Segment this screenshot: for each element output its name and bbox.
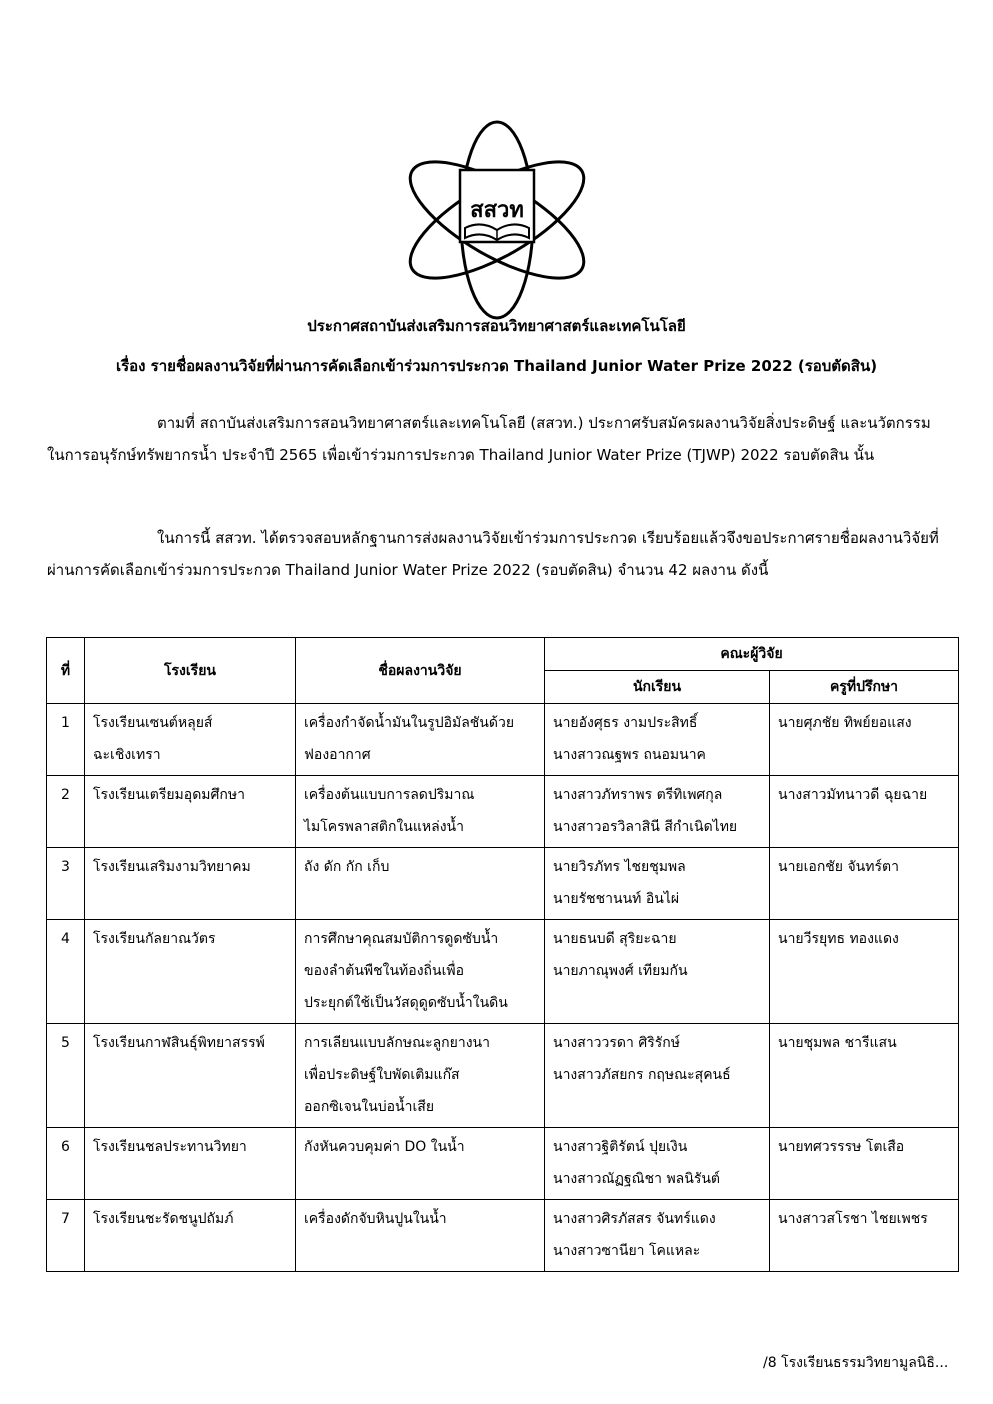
school-cell bbox=[85, 920, 296, 1024]
school-cell bbox=[85, 848, 296, 920]
advisor-cell-line: นายศุภชัย ทิพย์ยอแสง bbox=[778, 715, 912, 731]
project-title-cell-line: เพื่อประดิษฐ์ใบพัดเติมแก๊ส bbox=[304, 1067, 460, 1083]
row-number: 1 bbox=[47, 704, 85, 776]
students-cell-line: นางสาวณัฏฐณิชา พลนิรันต์ bbox=[553, 1171, 721, 1187]
advisor-cell bbox=[770, 1128, 959, 1200]
students-cell-line: นางสาวซานียา โคแหละ bbox=[553, 1243, 701, 1259]
header-research-team: คณะผู้วิจัย bbox=[545, 638, 959, 671]
advisor-cell-line: นายชุมพล ชารีแสน bbox=[778, 1035, 897, 1051]
school-cell-line: โรงเรียนชลประทานวิทยา bbox=[93, 1139, 247, 1155]
project-title-cell bbox=[296, 920, 545, 1024]
project-title-cell-line: กังหันควบคุมค่า DO ในน้ำ bbox=[304, 1139, 465, 1155]
school-cell bbox=[85, 704, 296, 776]
advisor-cell bbox=[770, 704, 959, 776]
students-cell-line: นายรัชชานนท์ อินไผ่ bbox=[553, 891, 680, 907]
header-advisor: ครูที่ปรึกษา bbox=[770, 671, 959, 704]
results-table-body bbox=[47, 704, 959, 1272]
advisor-cell bbox=[770, 848, 959, 920]
students-cell bbox=[545, 776, 770, 848]
students-cell-line: นางสาวณฐพร ถนอมนาค bbox=[553, 747, 706, 763]
statement-paragraph: ในการนี้ สสวท. ได้ตรวจสอบหลักฐานการส่งผลงานวิจัยเข้าร่วมการประกวด เรียบร้อยแล้วจึงขอประกาศรายชื่อผลงานวิจัยที่ผ่านการคัดเลือกเข้าร่วมการประกวด Thailand Junior Water Prize 2022 (รอบตัดสิน) จำนวน 42 ผลงาน ดังนี้ bbox=[47, 529, 939, 579]
students-cell-line: นางสาววรดา ศิริรักษ์ bbox=[553, 1035, 680, 1051]
project-title-cell-line: ฟองอากาศ bbox=[304, 747, 371, 763]
project-title-cell-line: ออกซิเจนในบ่อน้ำเสีย bbox=[304, 1099, 435, 1115]
school-cell bbox=[85, 1128, 296, 1200]
row-number: 4 bbox=[47, 920, 85, 1024]
school-cell-line: โรงเรียนเสริมงามวิทยาคม bbox=[93, 859, 251, 875]
students-cell bbox=[545, 920, 770, 1024]
ipst-logo bbox=[407, 120, 587, 320]
school-cell-line: โรงเรียนเซนต์หลุยส์ bbox=[93, 715, 213, 731]
school-cell-line: โรงเรียนชะรัดชนูปถัมภ์ bbox=[93, 1211, 234, 1227]
table-row bbox=[47, 1024, 959, 1128]
header-school: โรงเรียน bbox=[85, 638, 296, 704]
row-number: 2 bbox=[47, 776, 85, 848]
page-continuation: /8 โรงเรียนธรรมวิทยามูลนิธิ... bbox=[763, 1355, 949, 1371]
header-no: ที่ bbox=[47, 638, 85, 704]
project-title-cell-line: การศึกษาคุณสมบัติการดูดซับน้ำ bbox=[304, 931, 499, 947]
table-row bbox=[47, 776, 959, 848]
school-cell bbox=[85, 1024, 296, 1128]
table-row bbox=[47, 1128, 959, 1200]
project-title-cell bbox=[296, 1024, 545, 1128]
advisor-cell-line: นางสาวมัทนาวดี ฉุยฉาย bbox=[778, 787, 928, 803]
project-title-cell bbox=[296, 704, 545, 776]
advisor-cell-line: นายเอกชัย จันทร์ตา bbox=[778, 859, 899, 875]
project-title-cell-line: ถัง ดัก กัก เก็บ bbox=[304, 859, 390, 875]
row-number: 3 bbox=[47, 848, 85, 920]
project-title-cell-line: ประยุกต์ใช้เป็นวัสดุดูดซับน้ำในดิน bbox=[304, 995, 508, 1011]
students-cell-line: นายวิรภัทร ไชยชุมพล bbox=[553, 859, 686, 875]
school-cell-line: โรงเรียนกาฬสินธุ์พิทยาสรรพ์ bbox=[93, 1035, 265, 1051]
students-cell bbox=[545, 848, 770, 920]
advisor-cell bbox=[770, 920, 959, 1024]
school-cell bbox=[85, 1200, 296, 1272]
students-cell-line: นางสาวภัสยกร กฤษณะสุคนธ์ bbox=[553, 1067, 731, 1083]
advisor-cell-line: นายทศวรรรษ โตเสือ bbox=[778, 1139, 905, 1155]
school-cell-line: ฉะเชิงเทรา bbox=[93, 747, 161, 763]
students-cell-line: นางสาวฐิติรัตน์ ปุยเงิน bbox=[553, 1139, 688, 1155]
students-cell bbox=[545, 1128, 770, 1200]
header-project: ชื่อผลงานวิจัย bbox=[296, 638, 545, 704]
table-row bbox=[47, 1200, 959, 1272]
row-number: 7 bbox=[47, 1200, 85, 1272]
advisor-cell-line: นางสาวสโรชา ไชยเพชร bbox=[778, 1211, 928, 1227]
table-row bbox=[47, 920, 959, 1024]
row-number: 5 bbox=[47, 1024, 85, 1128]
row-number: 6 bbox=[47, 1128, 85, 1200]
project-title-cell bbox=[296, 776, 545, 848]
project-title-cell-line: เครื่องกำจัดน้ำมันในรูปอิมัลชันด้วย bbox=[304, 715, 515, 731]
students-cell-line: นายอังศุธร งามประสิทธิ์ bbox=[553, 715, 698, 731]
table-row bbox=[47, 704, 959, 776]
students-cell-line: นางสาวอรวิลาสินี สีกำเนิดไทย bbox=[553, 819, 738, 835]
students-cell bbox=[545, 704, 770, 776]
logo-text: สสวท bbox=[470, 198, 524, 223]
table-row bbox=[47, 848, 959, 920]
advisor-cell bbox=[770, 1024, 959, 1128]
project-title-cell-line: ของลำต้นพืชในท้องถิ่นเพื่อ bbox=[304, 963, 464, 979]
project-title-cell-line: การเลียนแบบลักษณะลูกยางนา bbox=[304, 1035, 490, 1051]
project-title-cell-line: ไมโครพลาสติกในแหล่งน้ำ bbox=[304, 819, 464, 835]
advisor-cell-line: นายวีรยุทธ ทองแดง bbox=[778, 931, 899, 947]
school-cell bbox=[85, 776, 296, 848]
results-table bbox=[46, 637, 959, 1272]
students-cell bbox=[545, 1200, 770, 1272]
announcement-title: ประกาศสถาบันส่งเสริมการสอนวิทยาศาสตร์และเทคโนโลยี bbox=[307, 317, 686, 335]
header-students: นักเรียน bbox=[545, 671, 770, 704]
project-title-cell-line: เครื่องดักจับหินปูนในน้ำ bbox=[304, 1211, 447, 1227]
advisor-cell bbox=[770, 1200, 959, 1272]
school-cell-line: โรงเรียนกัลยาณวัตร bbox=[93, 931, 216, 947]
students-cell-line: นางสาวภัทราพร ตรีทิเพศกุล bbox=[553, 787, 723, 803]
students-cell-line: นางสาวศิรภัสสร จันทร์แดง bbox=[553, 1211, 716, 1227]
intro-paragraph: ตามที่ สถาบันส่งเสริมการสอนวิทยาศาสตร์และเทคโนโลยี (สสวท.) ประกาศรับสมัครผลงานวิจัยสิ่งประดิษฐ์ และนวัตกรรมในการอนุรักษ์ทรัพยากรน้ำ ประจำปี 2565 เพื่อเข้าร่วมการประกวด Thailand Junior Water Prize (TJWP) 2022 รอบตัดสิน นั้น bbox=[47, 414, 931, 464]
project-title-cell bbox=[296, 1200, 545, 1272]
advisor-cell bbox=[770, 776, 959, 848]
students-cell-line: นายธนบดี สุริยะฉาย bbox=[553, 931, 677, 947]
project-title-cell bbox=[296, 1128, 545, 1200]
students-cell-line: นายภาณุพงศ์ เทียมกัน bbox=[553, 963, 688, 979]
students-cell bbox=[545, 1024, 770, 1128]
announcement-subject: เรื่อง รายชื่อผลงานวิจัยที่ผ่านการคัดเลือกเข้าร่วมการประกวด Thailand Junior Water Prize 2022 (รอบตัดสิน) bbox=[115, 357, 878, 375]
project-title-cell-line: เครื่องต้นแบบการลดปริมาณ bbox=[304, 787, 475, 803]
project-title-cell bbox=[296, 848, 545, 920]
school-cell-line: โรงเรียนเตรียมอุดมศึกษา bbox=[93, 787, 245, 803]
